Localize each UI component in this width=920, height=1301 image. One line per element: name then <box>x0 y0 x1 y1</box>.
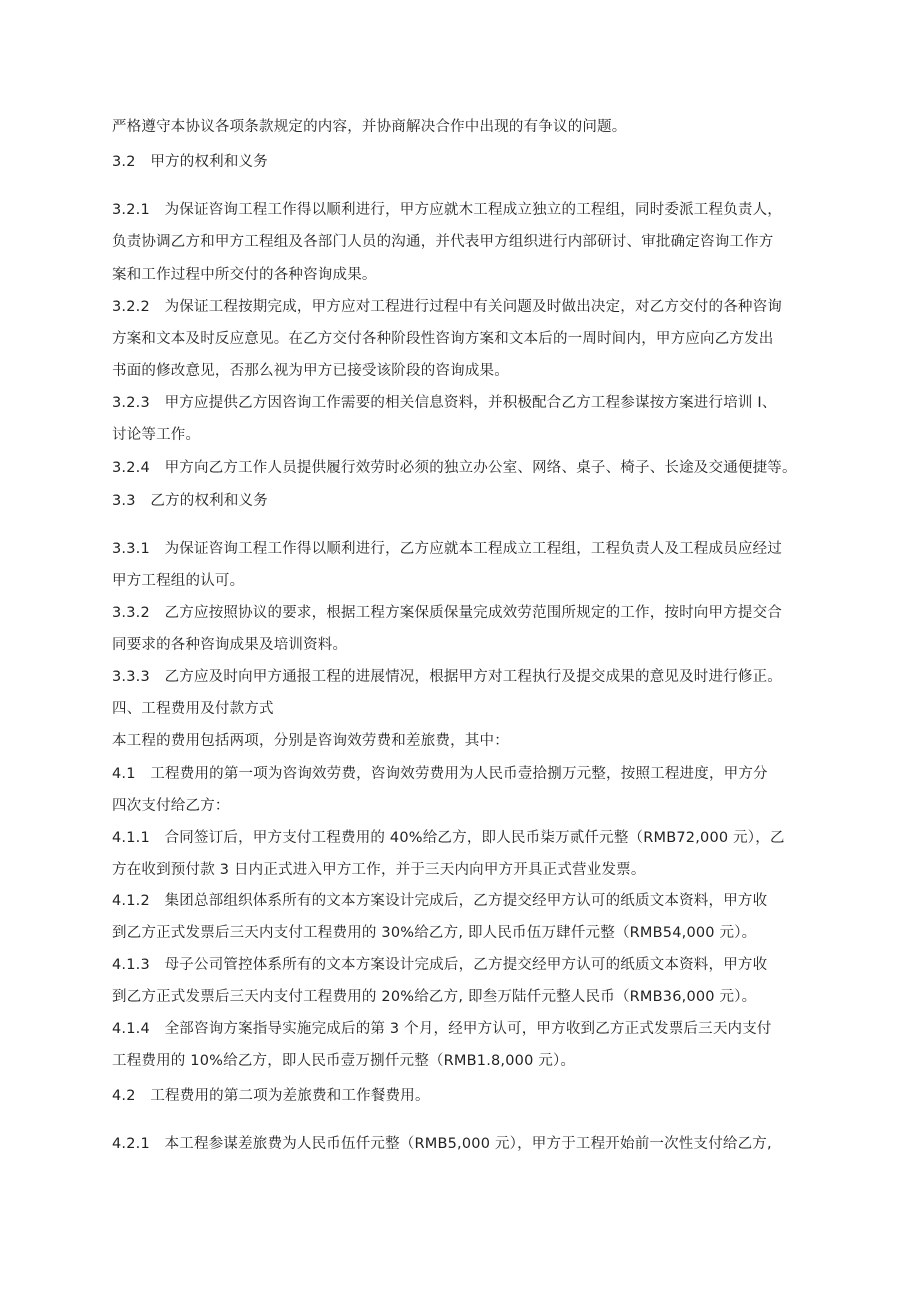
text-line: 4.1.1 合同签订后，甲方支付工程费用的 40%给乙方，即人民币柒万贰仟元整（RMB72,000 元），乙 <box>112 830 785 846</box>
text-line: 方在收到预付款 3 日内正式进入甲方工作，并于三天内向甲方开具正式营业发票。 <box>112 862 646 878</box>
text-line: 4.2 工程费用的第二项为差旅费和工作餐费用。 <box>112 1088 430 1104</box>
text-line: 本工程的费用包括两项，分别是咨询效劳费和差旅费，其中： <box>112 733 509 749</box>
text-line: 书面的修改意见，否那么视为甲方已接受该阶段的咨询成果。 <box>112 363 509 379</box>
text-line: 4.1.2 集团总部组织体系所有的文本方案设计完成后，乙方提交经甲方认可的纸质文本资料，甲方收 <box>112 893 768 909</box>
text-line: 严格遵守本协议各项条款规定的内容，并协商解决合作中出现的有争议的问题。 <box>112 119 627 135</box>
section-heading: 3.2 甲方的权利和义务 <box>112 154 268 170</box>
text-line: 同要求的各种咨询成果及培训资料。 <box>112 637 348 653</box>
text-line: 甲方工程组的认可。 <box>112 573 245 589</box>
section-heading: 3.3 乙方的权利和义务 <box>112 493 268 509</box>
text-line: 4.1.3 母子公司管控体系所有的文本方案设计完成后，乙方提交经甲方认可的纸质文本资料，甲方收 <box>112 957 768 973</box>
text-line: 案和工作过程中所交付的各种咨询成果。 <box>112 267 377 283</box>
text-line: 3.3.2 乙方应按照协议的要求，根据工程方案保质保量完成效劳范围所规定的工作，按时向甲方提交合 <box>112 605 782 621</box>
text-line: 3.2.1 为保证咨询工程工作得以顺利进行，甲方应就木工程成立独立的工程组，同时委派工程负责人， <box>112 202 782 218</box>
text-line: 3.2.2 为保证工程按期完成，甲方应对工程进行过程中有关问题及时做出决定，对乙方交付的各种咨询 <box>112 299 782 315</box>
text-line: 讨论等工作。 <box>112 427 201 443</box>
text-line: 方案和文本及时反应意见。在乙方交付各种阶段性咨询方案和文本后的一周时间内，甲方应向乙方发出 <box>112 331 774 347</box>
text-line: 3.2.4 甲方向乙方工作人员提供履行效劳时必须的独立办公室、网络、桌子、椅子、长途及交通便捷等。 <box>112 460 797 476</box>
text-line: 4.1.4 全部咨询方案指导实施完成后的第 3 个月，经甲方认可，甲方收到乙方正式发票后三天内支付 <box>112 1021 772 1037</box>
section-heading: 四、工程费用及付款方式 <box>112 701 274 717</box>
text-line: 工程费用的 10%给乙方，即人民币壹万捌仟元整（RMB1.8,000 元）。 <box>112 1053 576 1069</box>
text-line: 四次支付给乙方： <box>112 798 230 814</box>
text-line: 负责协调乙方和甲方工程组及各部门人员的沟通，并代表甲方组织进行内部研讨、审批确定咨询工作方 <box>112 234 774 250</box>
text-line: 4.2.1 本工程参谋差旅费为人民币伍仟元整（RMB5,000 元），甲方于工程开始前一次性支付给乙方, <box>112 1136 772 1152</box>
text-line: 4.1 工程费用的第一项为咨询效劳费，咨询效劳费用为人民币壹拾捌万元整，按照工程进度，甲方分 <box>112 766 768 782</box>
text-line: 到乙方正式发票后三天内支付工程费用的 30%给乙方, 即人民币伍万肆仟元整（RMB54,000 元）。 <box>112 925 757 941</box>
text-line: 3.3.3 乙方应及时向甲方通报工程的进展情况，根据甲方对工程执行及提交成果的意见及时进行修正。 <box>112 669 782 685</box>
text-line: 3.2.3 甲方应提供乙方因咨询工作需要的相关信息资料，并积极配合乙方工程参谋按方案进行培训 I、 <box>112 395 777 411</box>
text-line: 3.3.1 为保证咨询工程工作得以顺利进行，乙方应就本工程成立工程组，工程负责人及工程成员应经过 <box>112 541 782 557</box>
text-line: 到乙方正式发票后三天内支付工程费用的 20%给乙方, 即叁万陆仟元整人民币（RMB36,000 元）。 <box>112 989 757 1005</box>
